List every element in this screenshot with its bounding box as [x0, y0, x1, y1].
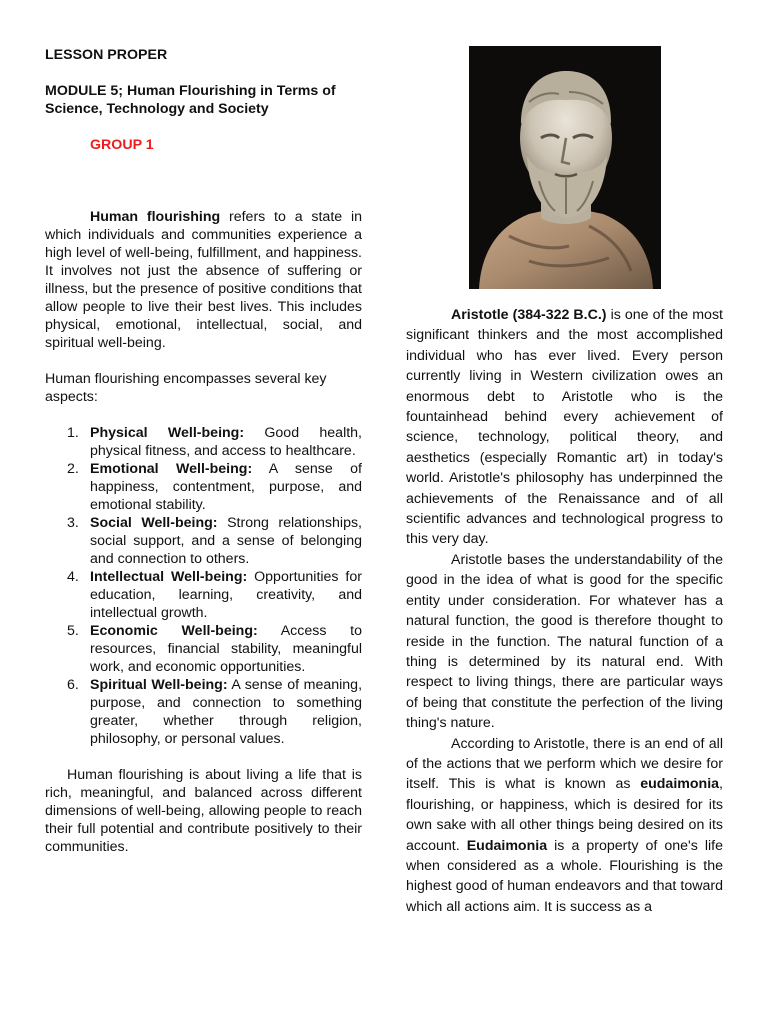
intro-paragraph: [45, 208, 362, 352]
list-item: [45, 622, 362, 676]
eudaimonia-text-a: According to Aristotle, there is an end of all of the actions that we perform which we desire for itself. This is what is known as: [406, 735, 723, 793]
aspect-text: A sense of meaning, purpose, and connection to something greater, whether through religion, philosophy, or personal values.: [90, 677, 363, 747]
eudaimonia-paragraph: [406, 734, 723, 918]
aristotle-bust-image: [469, 46, 661, 289]
aspect-term: Emotional Well-being:: [90, 461, 253, 477]
list-number: 2.: [67, 461, 79, 477]
intro-text: refers to a state in which individuals and communities experience a high level of well-being, fulfillment, and happiness. It involves not just the absence of suffering or illness, but the presence of positive conditions that allow people to live their best lives. This includes physical, emotional, intellectual, social, and spiritual well-being.: [45, 209, 362, 351]
aspect-text: Strong relationships, social support, and a sense of belonging and connection to others.: [90, 515, 362, 567]
eudaimonia-term-2: Eudaimonia: [466, 837, 548, 854]
list-number: 1.: [67, 425, 79, 441]
aspect-term: Economic Well-being:: [90, 623, 258, 639]
function-paragraph: Aristotle bases the understandability of the good in the idea of what is good for the specific entity under consideration. For whatever has a natural function, the good is therefore thought to reside in the function. The natural function of a thing is determined by its natural end. With respect to living things, there are particular ways of being that constitute the perfection of the living thing's nature.: [406, 551, 723, 732]
aspect-term: Spiritual Well-being:: [90, 677, 228, 693]
list-item: [45, 676, 362, 748]
aspect-term: Intellectual Well-being:: [90, 569, 248, 585]
aspect-term: Social Well-being:: [90, 515, 218, 531]
module-title: MODULE 5; Human Flourishing in Terms of Science, Technology and Society: [45, 83, 336, 117]
group-label: GROUP 1: [90, 137, 154, 153]
aspects-list: [45, 424, 362, 748]
eudaimonia-text-c: is a property of one's life when considered as a whole. Flourishing is the highest good of human endeavors and that toward which all actions aim. It is success as a: [406, 837, 724, 915]
list-number: 3.: [67, 515, 79, 531]
aspect-text: A sense of happiness, contentment, purpose, and emotional stability.: [90, 461, 362, 513]
aspect-text: Good health, physical fitness, and access to healthcare.: [90, 425, 362, 459]
list-number: 6.: [67, 677, 79, 693]
aspects-intro: Human flourishing encompasses several key aspects:: [45, 371, 327, 405]
lesson-title: LESSON PROPER: [45, 47, 168, 63]
list-number: 5.: [67, 623, 79, 639]
aspect-text: Access to resources, financial stability, meaningful work, and economic opportunities.: [90, 623, 362, 675]
list-item: [45, 424, 362, 460]
list-item: [45, 568, 362, 622]
aspect-text: Opportunities for education, learning, creativity, and intellectual growth.: [90, 569, 362, 621]
list-item: [45, 514, 362, 568]
intro-term: Human flourishing: [90, 209, 221, 225]
left-column: [45, 46, 362, 856]
aristotle-term: Aristotle (384-322 B.C.): [451, 307, 607, 323]
eudaimonia-text-b: , flourishing, or happiness, which is desired for its own sake with all other things being desired on its account.: [406, 776, 723, 854]
aristotle-text: is one of the most significant thinkers and the most accomplished individual who has ever lived. Every person currently living in Western civilization owes an enormous debt to Aristotle who is the fountainhead behind every achievement of science, technology, political theory, and aesthetics (especially Romantic art) in today's world. Aristotle's philosophy has underpinned the achievements of the Renaissance and of all scientific advances and technological progress to this very day.: [406, 307, 723, 548]
right-column: [406, 305, 723, 917]
list-number: 4.: [67, 569, 79, 585]
aspect-term: Physical Well-being:: [90, 425, 245, 441]
eudaimonia-term: eudaimonia: [640, 776, 720, 793]
list-item: [45, 460, 362, 514]
aristotle-paragraph: [406, 305, 723, 550]
conclusion-paragraph: Human flourishing is about living a life that is rich, meaningful, and balanced across different dimensions of well-being, allowing people to reach their full potential and contribute positively to their communities.: [45, 767, 362, 855]
